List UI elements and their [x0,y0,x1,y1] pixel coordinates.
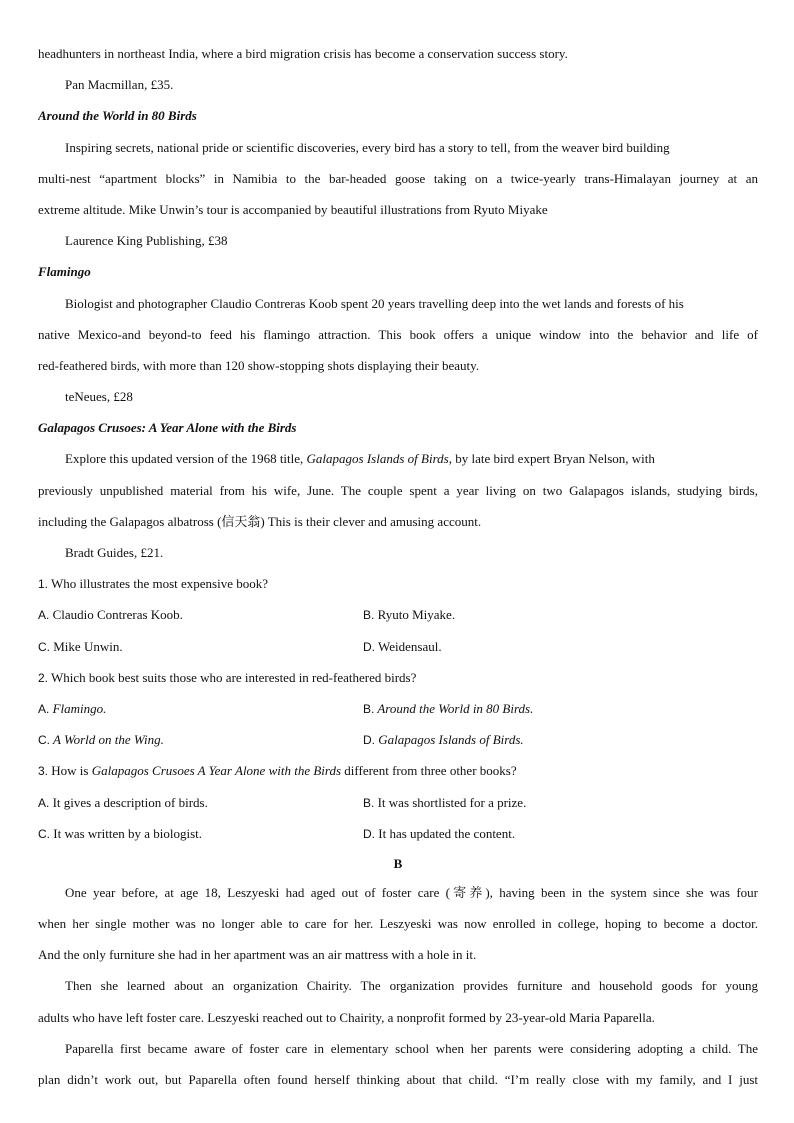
passage-b-line: plan didn’t work out, but Paparella often found herself thinking about that child. “I’m really close with my family, and I just [38,1072,758,1087]
option-label: D. [363,733,375,748]
book4-description-line: including the Galapagos albatross (信天翁) This is their clever and amusing account. [38,513,482,529]
document-page [38,43,758,1100]
option-text: Around the World in 80 Birds. [374,700,534,716]
option-text: Weidensaul. [375,638,442,654]
option-text: It was shortlisted for a prize. [374,794,527,810]
option-label: D. [363,826,375,841]
question-1-options-row [38,604,758,635]
section-heading: B [393,855,403,871]
question-number: 1. [38,577,49,592]
passage-b-line: Then she learned about an organization Chairity. The organization provides furniture and household goods for young [65,978,758,994]
option-d[interactable] [363,636,688,667]
option-text: It was written by a biologist. [50,825,203,841]
option-text: It gives a description of birds. [49,794,208,810]
passage-b-line: when her single mother was no longer able to care for her. Leszyeski was now enrolled in college, hoping to become a doctor. [38,916,758,932]
book2-title: Around the World in 80 Birds [38,108,197,124]
option-b[interactable] [363,792,688,823]
option-text: Ryuto Miyake. [374,607,456,623]
question-text-pre: How is [48,763,92,779]
option-label: C. [38,733,50,748]
option-text: It has updated the content. [375,825,516,841]
option-label: A. [38,608,50,623]
option-label: C. [38,826,50,841]
question-3-options-row [38,823,758,854]
question-text: Which book best suits those who are interested in red-feathered birds? [48,669,417,685]
book2-description-line: multi-nest “apartment blocks” in Namibia to the bar-headed goose taking on a twice-yearly trans-Himalayan journey at an [38,170,758,186]
question-3-stem [38,760,758,791]
option-text: Galapagos Islands of Birds. [375,732,524,748]
question-text-post: different from three other books? [341,763,517,779]
passage-b-line: One year before, at age 18, Leszyeski had aged out of foster care (寄养), having been in the system since she was four [65,884,758,900]
option-label: A. [38,795,50,810]
book2-publisher: Laurence King Publishing, £38 [65,233,228,249]
book3-description-line: Biologist and photographer Claudio Contreras Koob spent 20 years travelling deep into the wet lands and forests of his [65,295,684,311]
option-c[interactable] [38,636,363,667]
question-number: 2. [38,670,49,685]
option-text: Flamingo. [49,700,107,716]
book3-title: Flamingo [38,264,91,280]
question-3-options-row [38,792,758,823]
option-label: A. [38,701,50,716]
question-2-stem [38,667,758,698]
option-b[interactable] [363,604,688,635]
book3-description-line: red-feathered birds, with more than 120 show-stopping shots displaying their beauty. [38,357,480,373]
option-b[interactable] [363,698,688,729]
option-a[interactable] [38,792,363,823]
question-text: Who illustrates the most expensive book? [48,576,269,592]
option-label: B. [363,795,375,810]
option-label: B. [363,608,375,623]
book4-line1-post: , by late bird expert Bryan Nelson, with [448,451,655,467]
passage-b-line: Paparella first became aware of foster care in elementary school when her parents were considering adopting a child. The [65,1040,758,1056]
book1-tail-text: headhunters in northeast India, where a bird migration crisis has become a conservation success story. [38,46,568,61]
question-book-title: Galapagos Crusoes A Year Alone with the Birds [91,763,342,779]
option-c[interactable] [38,823,363,854]
book4-title: Galapagos Crusoes: A Year Alone with the Birds [38,420,297,436]
option-text: A World on the Wing. [50,732,164,748]
book4-description-line: previously unpublished material from his wife, June. The couple spent a year living on two Galapagos islands, studying birds, [38,482,758,498]
passage-b-line: adults who have left foster care. Leszyeski reached out to Chairity, a nonprofit formed by 23-year-old Maria Paparella. [38,1009,655,1025]
book1-publisher: Pan Macmillan, £35. [65,77,174,93]
option-text: Mike Unwin. [50,638,123,654]
book4-line1-pre: Explore this updated version of the 1968 title, [65,451,307,467]
book2-description-line: extreme altitude. Mike Unwin’s tour is accompanied by beautiful illustrations from Ryuto Miyake [38,201,548,217]
option-d[interactable] [363,823,688,854]
book3-description-line: native Mexico-and beyond-to feed his flamingo attraction. This book offers a unique window into the behavior and life of [38,326,758,342]
question-2-options-row [38,698,758,729]
book2-description-line: Inspiring secrets, national pride or scientific discoveries, every bird has a story to tell, from the weaver bird building [65,139,670,155]
question-2-options-row [38,729,758,760]
book3-publisher: teNeues, £28 [65,389,133,405]
option-label: C. [38,639,50,654]
book4-publisher: Bradt Guides, £21. [65,545,164,560]
book4-original-title: Galapagos Islands of Birds [306,451,449,467]
option-label: B. [363,701,375,716]
question-number: 3. [38,764,49,779]
passage-b-line: And the only furniture she had in her apartment was an air mattress with a hole in it. [38,947,477,963]
option-d[interactable] [363,729,688,760]
option-a[interactable] [38,698,363,729]
option-label: D. [363,639,375,654]
book4-description-line [38,448,758,479]
option-c[interactable] [38,729,363,760]
option-a[interactable] [38,604,363,635]
question-1-options-row [38,636,758,667]
option-text: Claudio Contreras Koob. [49,607,183,623]
question-1-stem [38,573,758,604]
